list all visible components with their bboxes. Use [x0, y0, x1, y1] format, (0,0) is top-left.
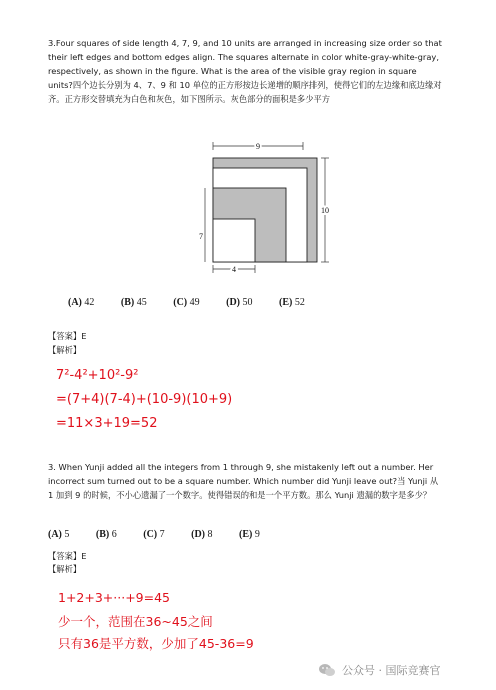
- label-9: 9: [256, 142, 260, 151]
- choice-b: (B) 45: [120, 297, 147, 308]
- choice-c: (C) 7: [143, 529, 165, 540]
- wechat-icon: [318, 663, 336, 677]
- label-7: 7: [199, 232, 203, 241]
- footer-watermark: [318, 662, 441, 678]
- question-1-text: [48, 36, 444, 106]
- question-2-choices: [48, 529, 284, 540]
- choice-d: (D) 50: [226, 297, 253, 308]
- solution-1-line-2: =(7+4)(7-4)+(10-9)(10+9): [56, 392, 233, 407]
- choice-a: (A) 5: [48, 529, 70, 540]
- question-2-answer: 【答案】E: [48, 551, 87, 561]
- squares-figure: [195, 138, 345, 278]
- solution-1-line-3: =11×3+19=52: [56, 416, 158, 431]
- solution-2-line-1: 1+2+3+···+9=45: [58, 590, 171, 605]
- question-1-answer: 【答案】E: [48, 331, 87, 341]
- question-1-chinese: 四个边长分别为 4、7、9 和 10 单位的正方形按边长递增的顺序排列，使得它们的左边缘和底边缘对齐。正方形交替填充为白色和灰色，如下图所示。灰色部分的面积是多少平方: [48, 80, 442, 104]
- question-1-choices: [68, 297, 329, 308]
- question-1-analysis: 【解析】: [48, 345, 82, 355]
- question-2-analysis: 【解析】: [48, 564, 82, 574]
- choice-a: (A) 42: [68, 297, 95, 308]
- label-4: 4: [232, 265, 236, 274]
- solution-1-line-1: 7²-4²+10²-9²: [56, 368, 139, 383]
- question-1-english: 3.Four squares of side length 4, 7, 9, and 10 units are arranged in increasing size order so that their left edges and bottom edges align. The squares alternate in color white-gray-white-gray, respectively, as shown in the figure. What is the area of the visible gray region in square units?: [48, 38, 442, 90]
- choice-e: (E) 9: [239, 529, 260, 540]
- question-2-text: [48, 460, 444, 502]
- solution-2-line-3: 只有36是平方数，少加了45-36=9: [58, 636, 254, 651]
- choice-e: (E) 52: [279, 297, 305, 308]
- choice-c: (C) 49: [173, 297, 200, 308]
- choice-b: (B) 6: [95, 529, 117, 540]
- label-10: 10: [321, 206, 329, 215]
- solution-2-line-2: 少一个，范围在36~45之间: [58, 614, 213, 629]
- footer-text: 公众号 · 国际竞赛官: [342, 664, 441, 677]
- choice-d: (D) 8: [191, 529, 213, 540]
- square-4: [213, 219, 255, 262]
- question-2-chinese: 当 Yunji 从 1 加到 9 的时候，不小心遗漏了一个数字。使得错误的和是一个平方数。那么 Yunji 遗漏的数字是多少？: [48, 476, 439, 500]
- question-2-english: 3. When Yunji added all the integers from 1 through 9, she mistakenly left out a number. Her incorrect sum turned out to be a square number. Which number did Yunji leave out?: [48, 462, 434, 486]
